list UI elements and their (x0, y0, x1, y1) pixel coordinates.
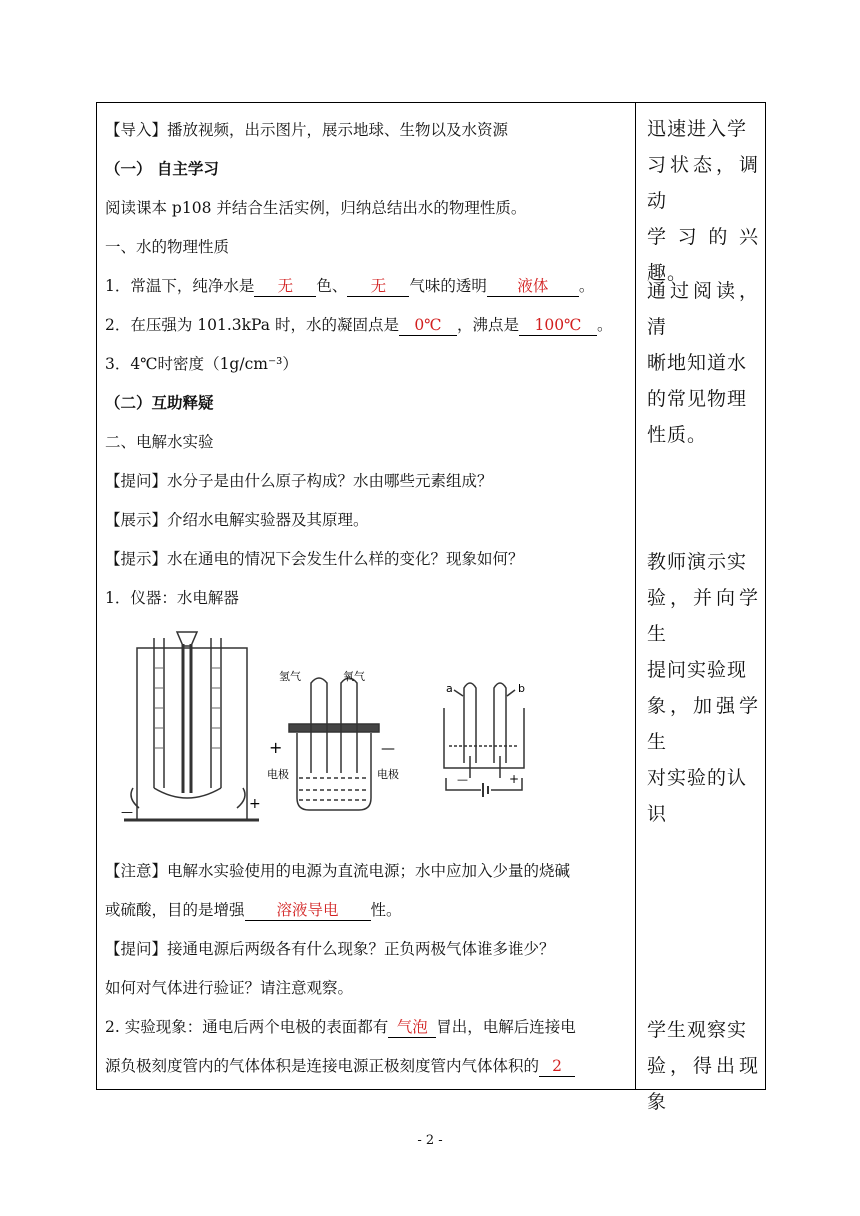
electrolysis-apparatus-figure (119, 628, 634, 838)
electrode-label-left: 电极 (267, 768, 289, 781)
electrode-label-right: 电极 (377, 768, 399, 781)
note-purpose-line: 或硫酸，目的是增强 溶液导电 性。 (105, 901, 402, 919)
observe-line: 如何对气体进行验证？请注意观察。 (105, 979, 354, 997)
hint-line: 【提示】水在通电的情况下会发生什么样的变化？现象如何？ (105, 550, 524, 568)
lesson-table (96, 102, 766, 1113)
fig2-minus-label: — (381, 741, 395, 757)
answer-blank-state[interactable]: 液体 (487, 276, 579, 297)
phenomenon-line-1: 2. 实验现象：通电后两个电极的表面都有 气泡 冒出，电解后连接电 (105, 1018, 576, 1036)
side-note-observation: 学生观察实 验，得出现象 (647, 1019, 759, 1113)
answer-blank-conductivity[interactable]: 溶液导电 (245, 900, 371, 921)
side-note-demonstration: 教师演示实 验，并向学生 提问实验现 象，加强学生 对实验的认 识 (647, 551, 759, 825)
intro-line: 【导入】播放视频，出示图片，展示地球、生物以及水资源 (105, 121, 509, 139)
question-line-1: 【提问】水分子是由什么原子构成？水由哪些元素组成？ (105, 472, 493, 490)
beaker-apparatus-drawing (289, 678, 379, 810)
section-mutual-help: （二）互助释疑 (105, 394, 214, 412)
side-note-motivation: 迅速进入学 习状态，调动 学习的兴趣。 (647, 118, 759, 284)
answer-blank-boiling[interactable]: 100℃ (519, 315, 597, 336)
o2-label: 氧气 (343, 670, 365, 683)
section-self-study: （一） 自主学习 (105, 160, 219, 178)
show-line: 【展示】介绍水电解实验器及其原理。 (105, 511, 369, 529)
property-line-1: 1．常温下，纯净水是 无 色、 无 气味的透明 液体 。 (105, 277, 595, 295)
reading-instruction: 阅读课本 p108 并结合生活实例，归纳总结出水的物理性质。 (105, 199, 527, 217)
page-number: - 2 - (417, 1133, 443, 1148)
phenomenon-line-2: 源负极刻度管内的气体体积是连接电源正极刻度管内气体体积的 2 (105, 1056, 575, 1077)
heading-physical-properties: 一、水的物理性质 (105, 238, 230, 256)
note-line: 【注意】电解水实验使用的电源为直流电源；水中应加入少量的烧碱 (105, 862, 571, 880)
tube-a-label: a (446, 682, 453, 695)
tube-b-label: b (518, 682, 525, 695)
question-line-2: 【提问】接通电源后两级各有什么现象？正负两极气体谁多谁少？ (105, 940, 555, 958)
side-note-reading: 通过阅读，清 晰地知道水 的常见物理 性质。 (647, 280, 759, 446)
answer-blank-ratio[interactable]: 2 (539, 1056, 575, 1077)
apparatus-line: 1．仪器：水电解器 (105, 589, 239, 607)
answer-blank-bubbles[interactable]: 气泡 (388, 1017, 436, 1038)
column-divider (635, 103, 636, 1089)
answer-blank-odor[interactable]: 无 (347, 276, 409, 297)
hofmann-apparatus-drawing (124, 632, 259, 820)
property-line-2: 2．在压强为 101.3kPa 时，水的凝固点是 0℃ ，沸点是 100℃ 。 (105, 316, 613, 334)
h2-label: 氢气 (279, 670, 301, 683)
fig3-plus-label: + (509, 772, 520, 786)
fig1-plus-label: + (249, 796, 261, 812)
answer-blank-freezing[interactable]: 0℃ (399, 315, 457, 336)
heading-electrolysis: 二、电解水实验 (105, 433, 214, 451)
answer-blank-color[interactable]: 无 (254, 276, 316, 297)
fig2-plus-label: + (269, 738, 283, 757)
fig1-minus-label: — (121, 805, 133, 819)
fig3-minus-label: — (457, 773, 468, 786)
property-line-3: 3．4℃时密度（1g/cm⁻³） (105, 355, 298, 373)
